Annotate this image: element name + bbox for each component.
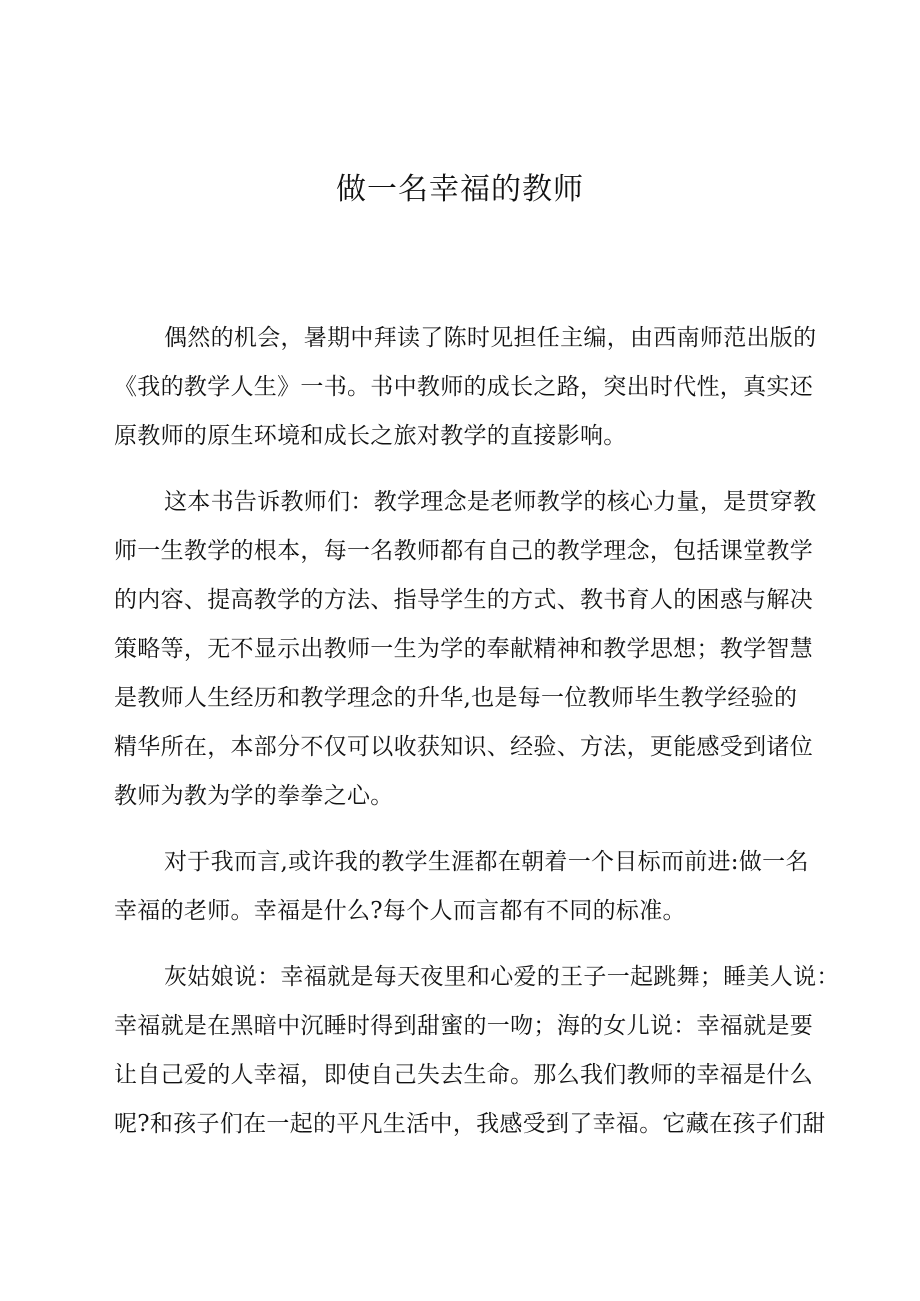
paragraph-line: 让自己爱的人幸福，即使自己失去生命。那么我们教师的幸福是什么 (114, 1062, 813, 1088)
paragraph-line: 精华所在，本部分不仅可以收获知识、经验、方法，更能感受到诸位 (114, 734, 813, 760)
paragraph-gap (114, 461, 834, 478)
paragraph-line: 幸福的老师。幸福是什么?每个人而言都有不同的标准。 (114, 898, 686, 924)
paragraph-line: 师一生教学的根本，每一名教师都有自己的教学理念，包括课堂教学 (114, 538, 813, 564)
paragraph-line: 偶然的机会，暑期中拜读了陈时见担任主编，由西南师范出版的 (164, 325, 817, 351)
paragraph-3 (114, 838, 834, 936)
document-body (114, 314, 840, 1149)
paragraph-4 (114, 953, 840, 1149)
paragraph-line: 这本书告诉教师们：教学理念是老师教学的核心力量，是贯穿教 (164, 489, 817, 515)
paragraph-2 (114, 478, 834, 821)
paragraph-line: 呢?和孩子们在一起的平凡生活中，我感受到了幸福。它藏在孩子们甜 (114, 1111, 826, 1137)
paragraph-line: 灰姑娘说：幸福就是每天夜里和心爱的王子一起跳舞；睡美人说： (164, 964, 840, 990)
paragraph-line: 是教师人生经历和教学理念的升华,也是每一位教师毕生教学经验的 (114, 685, 798, 711)
paragraph-line: 《我的教学人生》一书。书中教师的成长之路，突出时代性，真实还 (114, 374, 813, 400)
document-title: 做一名幸福的教师 (336, 172, 584, 207)
paragraph-line: 教师为教为学的拳拳之心。 (114, 783, 394, 809)
paragraph-line: 的内容、提高教学的方法、指导学生的方式、教书育人的困惑与解决 (114, 587, 813, 613)
paragraph-1 (114, 314, 834, 461)
paragraph-line: 策略等，无不显示出教师一生为学的奉献精神和教学思想；教学智慧 (114, 636, 813, 662)
paragraph-line: 原教师的原生环境和成长之旅对教学的直接影响。 (114, 423, 627, 449)
paragraph-gap (114, 936, 834, 953)
paragraph-line: 对于我而言,或许我的教学生涯都在朝着一个目标而前进:做一名 (164, 849, 809, 875)
paragraph-gap (114, 821, 834, 838)
paragraph-line: 幸福就是在黑暗中沉睡时得到甜蜜的一吻；海的女儿说：幸福就是要 (114, 1013, 813, 1039)
